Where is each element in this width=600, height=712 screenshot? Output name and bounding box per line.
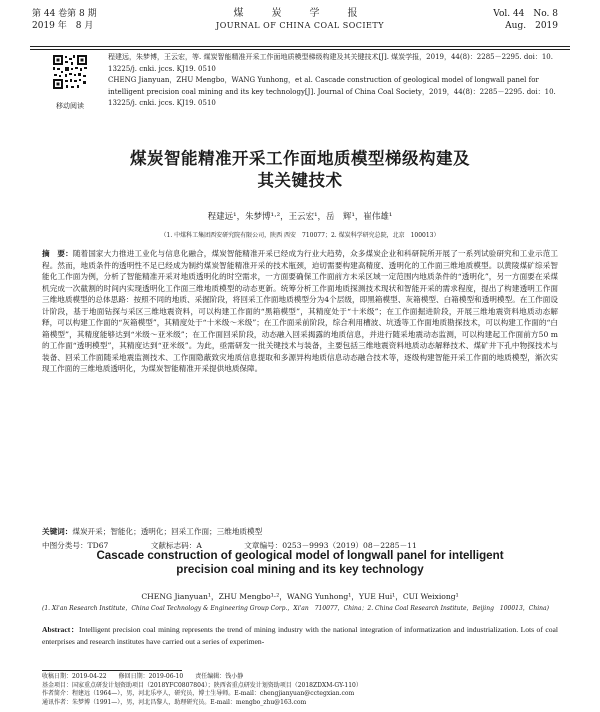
paper-title-en-line1: Cascade construction of geological model of longwall panel for intelligent <box>96 549 504 562</box>
paper-title-cn <box>30 148 570 192</box>
authors-cn: 程建远¹，朱梦博¹·²，王云宏¹，岳 辉¹，崔伟雄¹ <box>207 212 393 222</box>
year-month: 2019 年 8 月 <box>32 21 94 31</box>
funding: 基金项目：国家重点研发计划资助项目（2018YFC0807804）；陕西省重点研发计划资助项目（2018ZDXM-GY-110） <box>42 681 362 689</box>
affiliation-cn: （1. 中煤科工集团西安研究院有限公司，陕西 西安 710077；2. 煤炭科学研究总院，北京 100013） <box>160 232 440 239</box>
received-date: 收稿日期：2019-04-22 修回日期：2019-06-10 责任编辑：钱小静 <box>42 673 244 680</box>
abstract-cn-label: 摘 要： <box>42 249 73 258</box>
month-year-en: Aug. 2019 <box>505 21 558 31</box>
abstract-en-label: Abstract： <box>42 625 79 634</box>
paper-title-cn-line1: 煤炭智能精准开采工作面地质模型梯级构建及 <box>130 149 470 168</box>
volume-issue-en: Vol. 44 No. 8 <box>493 9 558 19</box>
paper-title-en-line2: precision coal mining and its key technology <box>176 563 424 576</box>
keywords-label: 关键词： <box>42 527 73 536</box>
abstract-en-text: Intelligent precision coal mining represents the trend of mining industry with the national integration of informatization and industrialization. Lots of coal enterprises and research institutes have carried out a series of experimen- <box>42 625 558 646</box>
abstract-cn <box>42 248 558 375</box>
citation-block <box>108 52 570 110</box>
document-code: 文献标志码：A <box>150 541 202 550</box>
abstract-cn-text: 随着国家大力推进工业化与信息化融合，煤炭智能精准开采已经成为行业大趋势，众多煤炭企业和科研院所开展了一系列试验研究和工业示范工程。然而，地质条件的透明性不足已经成为制约煤炭智能精准开采的技术瓶颈，迫切需要构建高精度、透明化的工作面三维地质模型。以黄陵煤矿综采智能化工作面为例，分析了智能精准开采对地质透明化的时空需求，一方面要确保工作面前方未采区域一定范围内地质条件的“透明化”，另一方面要在采煤机完成一次截割的时间内实现透明化工作面三维地质模型的动态更新。统筹分析工作面地质探测技术现状和智能开采的需求程度，提出了构建透明工作面三维地质模型的总体思路：按照不同的地质、采掘阶段，将回采工作面地质模型分为4个层级，即黑箱模型、灰箱模型、白箱模型和透明模型。在工作面设计阶段，基于地面钻探与采区三维地震资料，可以构建工作面的“黑箱模型”，其精度处于“十米级”；在工作面掘进阶段，开展三维地震资料地质动态解释，可以构建工作面的“灰箱模型”，其精度处于“十米级～米级”；在工作面采前阶段，综合利用槽波、坑透等工作面地质勘探技术，可以构建工作面的“白箱模型”，其精度能够达到“米级～亚米级”；在工作面回采阶段，动态融入回采揭露的地质信息，并进行随采地震动态监测，可以构建起工作面前方50 m的工作面“透明模型”，其精度达到“亚米级”。为此，亟需研发一批关键技术与装备，主要包括三维地震资料地质动态解释技术、煤矿井下孔中物探技术与装备、回采工作面随采地震监测技术、工作面隐蔽致灾地质信息提取和多源异构地质信息动态融合技术等，逐级构建智能开采工作面的地质模型，渐次实现工作面的三维地质透明化，为煤炭智能精准开采提供地质保障。 <box>42 249 558 373</box>
clc-number: 中图分类号：TD67 <box>42 541 109 550</box>
article-number: 文章编号：0253－9993（2019）08－2285－11 <box>244 541 417 550</box>
citation-en: CHENG Jianyuan，ZHU Mengbo，WANG Yunhong，et al. Cascade construction of geological model of longwall panel for intelligent precision coal mining and its key technology[J]. Journal of China Coal Society，2019，44(8)：2285－2295. doi：10. 13225/j. cnki. jccs. KJ19. 0510 <box>108 76 556 108</box>
qr-code-icon[interactable] <box>52 54 88 90</box>
citation-cn: 程建远，朱梦博，王云宏，等. 煤炭智能精准开采工作面地质模型梯级构建及其关键技术[J]. 煤炭学报，2019，44(8)：2285－2295. doi：10. 13225/j. cnki. jccs. KJ19. 0510 <box>108 53 553 73</box>
paper-title-en <box>30 549 570 577</box>
keywords-cn <box>42 526 558 537</box>
qr-label: 移动阅读 <box>56 102 84 110</box>
paper-title-cn-line2: 其关键技术 <box>257 171 343 190</box>
header-rule-thin <box>30 49 570 50</box>
author-bio: 作者简介：程建远（1964—），男，河北乐亭人，研究员，博士生导师。E-mail：chengjianyuan@cctegxian.com <box>42 690 355 697</box>
header-rule-thick <box>30 46 570 47</box>
authors-en: CHENG Jianyuan¹，ZHU Mengbo¹·²，WANG Yunhong¹，YUE Hui¹，CUI Weixiong¹ <box>141 592 459 601</box>
journal-name-en: JOURNAL OF CHINA COAL SOCIETY <box>216 21 384 30</box>
volume-issue: 第 44 卷第 8 期 <box>32 9 97 19</box>
keywords-text: 煤炭开采；智能化；透明化；回采工作面；三维地质模型 <box>72 527 263 536</box>
footnote <box>42 673 558 707</box>
journal-volume-info-en <box>493 8 558 32</box>
abstract-en <box>42 624 558 648</box>
footnote-rule <box>42 670 182 671</box>
affiliation-en: (1. Xi'an Research Institute，China Coal Technology & Engineering Group Corp.，Xi'an 710077，China；2. China Coal Research Institute，Beijing 100013，China) <box>42 605 549 612</box>
corresponding-author: 通讯作者：朱梦博（1991—），男，河北昌黎人，助理研究员。E-mail：mengbo_zhu@163.com <box>42 698 307 706</box>
journal-name-cn: 煤 炭 学 报 <box>233 8 367 19</box>
